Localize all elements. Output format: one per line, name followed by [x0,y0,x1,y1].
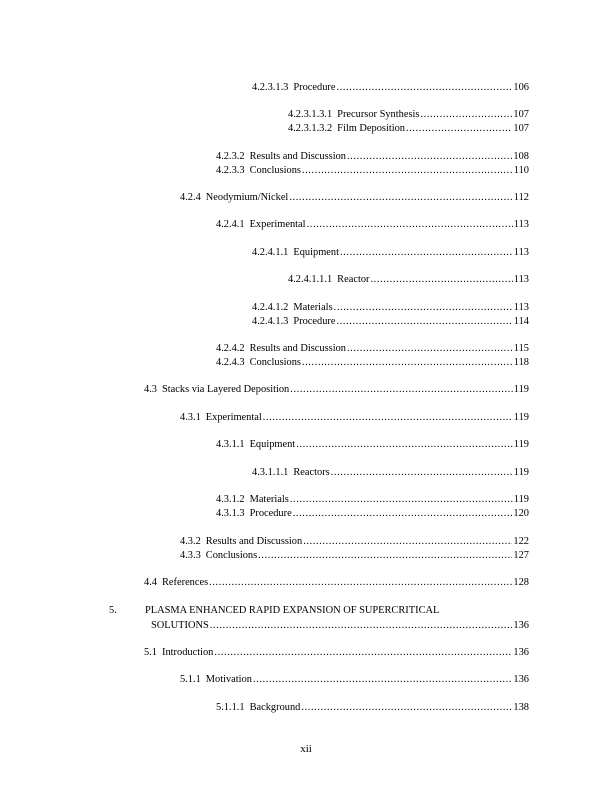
toc-entry-title: Conclusions [249,165,301,176]
toc-entry-page: 119 [513,467,529,478]
toc-entry-title: Film Deposition [337,123,406,134]
toc-entry [288,122,529,135]
toc-entry-title: Experimental [249,219,306,230]
toc-entry-page: 119 [513,494,529,505]
toc-entry [288,108,529,121]
toc-entry-number: 5.1.1.1 [216,702,245,713]
toc-entry-title: Materials [249,494,289,505]
toc-entry-title: Motivation [205,674,252,685]
toc-leader-dots [263,411,513,424]
toc-entry-page: 136 [513,674,529,685]
toc-entry [252,246,529,259]
toc-entry [216,150,529,163]
toc-entry-number: 5.1.1 [180,674,201,685]
toc-entry [180,549,529,562]
toc-entry-number: 4.2.4.1 [216,219,245,230]
toc-entry-title: Results and Discussion [249,151,346,162]
toc-entry-page: 136 [513,620,529,631]
toc-leader-dots [307,218,513,231]
toc-entry [252,466,529,479]
toc-entry-page: 136 [513,647,529,658]
chapter-title: PLASMA ENHANCED RAPID EXPANSION OF SUPERCRITICAL [145,605,440,616]
toc-entry [144,383,529,396]
toc-entry-number: 4.2.4.1.1.1 [288,274,333,285]
toc-leader-dots [302,164,513,177]
toc-leader-dots [340,246,513,259]
toc-entry-page: 127 [513,550,529,561]
toc-entry-page: 113 [513,219,529,230]
toc-entry-page: 113 [513,247,529,258]
toc-entry-page: 115 [513,343,529,354]
toc-entry-number: 4.3.1.1.1 [252,467,289,478]
toc-entry-title: Reactor [337,274,370,285]
toc-leader-dots [406,122,512,135]
toc-leader-dots [303,535,512,548]
toc-entry-title: Reactors [293,467,330,478]
toc-entry [151,619,529,632]
toc-entry-page: 112 [513,192,529,203]
toc-leader-dots [258,549,512,562]
toc-entry [252,81,529,94]
toc-leader-dots [370,273,512,286]
toc-entry-number: 4.3 [144,384,157,395]
toc-entry-page: 110 [513,165,529,176]
toc-entry-page: 119 [513,439,529,450]
toc-leader-dots [210,619,513,632]
toc-entry-number: 4.3.1.3 [216,508,245,519]
toc-entry-title: Stacks via Layered Deposition [162,384,290,395]
toc-entry-number: 4.3.2 [180,536,201,547]
toc-entry [144,646,529,659]
toc-entry-page: 107 [513,109,529,120]
toc-entry [252,301,529,314]
toc-entry-page: 119 [513,384,529,395]
toc-leader-dots [331,466,513,479]
toc-entry-title: Equipment [249,439,296,450]
toc-entry [216,493,529,506]
toc-entry-page: 107 [513,123,529,134]
toc-entry-page: 113 [513,302,529,313]
toc-entry-title: References [162,577,209,588]
toc-entry-page: 122 [513,536,529,547]
toc-entry-title: Results and Discussion [249,343,346,354]
toc-entry [180,673,529,686]
toc-leader-dots [253,673,512,686]
toc-entry-number: 4.2.4.1.1 [252,247,289,258]
toc-leader-dots [420,108,512,121]
toc-entry-page: 119 [513,412,529,423]
toc-leader-dots [347,150,512,163]
toc-entry [288,273,529,286]
toc-entry [252,315,529,328]
toc-entry-number: 4.2.3.2 [216,151,245,162]
toc-entry-title: Background [249,702,301,713]
toc-entry-title: Procedure [293,316,336,327]
toc-entry-page: 128 [513,577,529,588]
toc-entry-page: 113 [513,274,529,285]
toc-leader-dots [337,81,513,94]
toc-entry-number: 5.1 [144,647,157,658]
toc-entry-page: 108 [513,151,529,162]
toc-leader-dots [302,356,513,369]
toc-entry-page: 106 [513,82,529,93]
toc-entry-number: 4.2.4 [180,192,201,203]
toc-entry-title: Procedure [249,508,292,519]
toc-entry-title: Introduction [162,647,214,658]
toc-leader-dots [293,507,513,520]
toc-leader-dots [214,646,512,659]
toc-entry [180,411,529,424]
toc-entry-title: Conclusions [205,550,258,561]
toc-entry-number: 4.2.3.1.3.1 [288,109,333,120]
toc-entry [144,576,529,589]
toc-entry-number: 4.2.3.3 [216,165,245,176]
toc-entry-title: Neodymium/Nickel [205,192,289,203]
toc-entry [216,507,529,520]
toc-entry [216,438,529,451]
toc-leader-dots [209,576,512,589]
toc-entry-number: 4.2.4.3 [216,357,245,368]
toc-entry-number: 4.3.3 [180,550,201,561]
toc-entry-page: 138 [513,702,529,713]
toc-entry-number: 4.3.1 [180,412,201,423]
toc-entry-number: 4.2.4.2 [216,343,245,354]
toc-leader-dots [334,301,513,314]
toc-entry [216,342,529,355]
toc-entry-number: 4.2.3.1.3 [252,82,289,93]
toc-entry [180,191,529,204]
toc-entry [216,701,529,714]
toc-leader-dots [290,383,513,396]
toc-entry-title: Results and Discussion [205,536,303,547]
toc-entry-number: 4.3.1.2 [216,494,245,505]
toc-entry [216,164,529,177]
toc-entry-title: Materials [293,302,333,313]
toc-entry-title: Procedure [293,82,336,93]
toc-leader-dots [290,493,513,506]
toc-leader-dots [347,342,513,355]
toc-leader-dots [337,315,513,328]
toc-entry-title: Equipment [293,247,339,258]
toc-entry [216,218,529,231]
toc-entry-number: 4.2.4.1.2 [252,302,289,313]
toc-leader-dots [296,438,513,451]
page-number: xii [300,743,312,755]
toc-leader-dots [301,701,512,714]
toc-entry-page: 118 [513,357,529,368]
toc-entry-number: 4.4 [144,577,157,588]
toc-entry-page: 120 [513,508,529,519]
chapter-number: 5. [109,605,117,616]
toc-entry [180,535,529,548]
chapter-title-continued: SOLUTIONS [151,620,209,631]
toc-leader-dots [289,191,512,204]
toc-entry-number: 4.3.1.1 [216,439,245,450]
toc-entry-title: Experimental [205,412,262,423]
toc-entry-title: Conclusions [249,357,301,368]
toc-entry-number: 4.2.4.1.3 [252,316,289,327]
toc-entry-title: Precursor Synthesis [337,109,420,120]
toc-entry-page: 114 [513,316,529,327]
toc-entry [216,356,529,369]
toc-entry-number: 4.2.3.1.3.2 [288,123,333,134]
